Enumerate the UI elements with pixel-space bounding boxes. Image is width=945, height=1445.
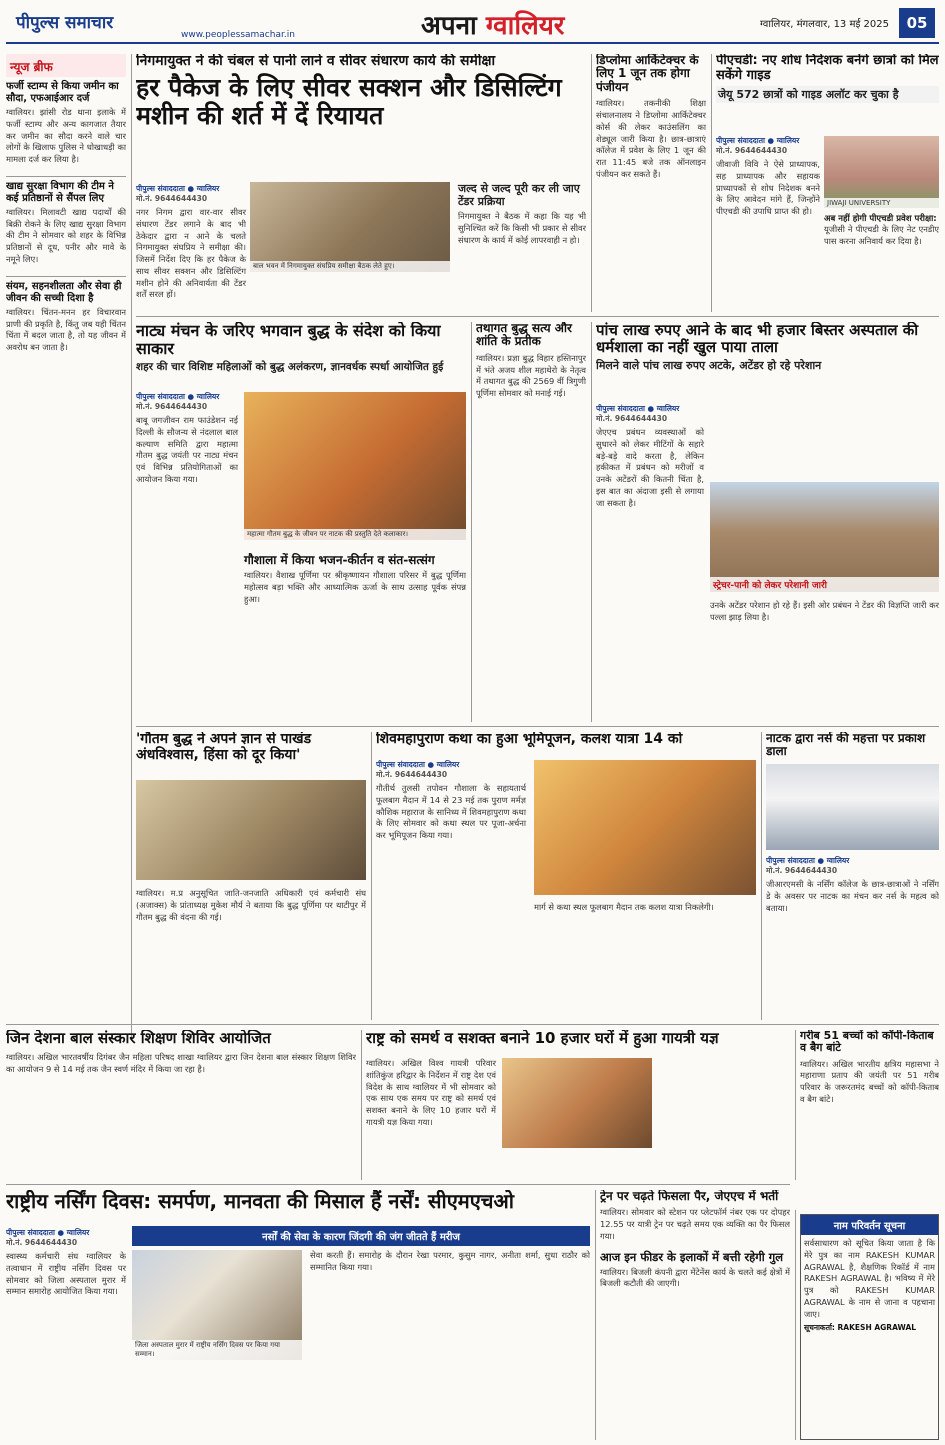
buddha-mobile: मो.नं. 9644644430 [136,402,208,411]
phd-text-2: यूजीसी ने पीएचडी के लिए नेट एनडीए पास करना अनिवार्य कर दिया है। [824,224,939,246]
shivpuran-text: गौतीर्थ तुलसी तपोवन गौशाला के सहायतार्थ फूलबाग मैदान में 14 से 23 मई तक पुराण मर्मज्ञ कौशिक महाराज के सानिध्य में शिवमहापुराण कथा के लिए सोमवार को कथा स्थल पर पूजा-अर्चना कर भूमिपूजन किया गया। [376,783,526,841]
buddha-photo-caption: महात्मा गौतम बुद्ध के जीवन पर नाटक की प्रस्तुति देते कलाकार। [244,529,466,540]
tathagat-headline: तथागत बुद्ध सत्य और शांति के प्रतीक [476,322,572,349]
copies-text: ग्वालियर। अखिल भारतीय क्षत्रिय महासभा ने महाराणा प्रताप की जयंती पर 51 गरीब परिवार के जरूरतमंद बच्चों को कॉपी-किताब व बैग बांटे। [800,1058,939,1104]
gayatri-text: ग्वालियर। अखिल विश्व गायत्री परिवार शांतिकुंज हरिद्वार के निर्देशन में राष्ट्र देश एवं विदेश के साथ ग्वालियर में भी सोमवार को एक साथ एक समय पर राष्ट्र को समर्थ एवं सशक्त बनाने के लिए 10 हजार घरों में गायत्री यज्ञ किया गया। [366,1058,496,1127]
train-headline: ट्रेन पर चढ़ते फिसला पैर, जेएएच में भर्ती [600,1190,779,1203]
shivpuran-headline: शिवमहापुराण कथा का हुआ भूमिपूजन, कलश यात्रा 14 को [376,732,683,747]
nursing-day-strip: नर्सों की सेवा के कारण जिंदगी की जंग जीतते हैं मरीज [132,1226,590,1246]
hospital-subhead: मिलने वाले पांच लाख रुपए अटके, अटेंडर हो रहे परेशान [596,358,822,372]
shivpuran-photo [534,760,756,895]
lead-text: नगर निगम द्वारा वार-वार सीवर संधारण टेंडर लगाने के बाद भी ठेकेदार द्वारा न आने के चलते निगमायुक्त संघप्रिय ने समीक्षा की। जिसमें निर्देश दिए कि हर पैकेज के साथ सीवर सक्शन और डिसिल्टिंग मशीन होने की अनिवार्यता की टेंडर शर्तें सरल हों। [136,207,246,300]
shivpuran-mobile: मो.नं. 9644644430 [376,770,448,779]
buddha-subhead: शहर की चार विशिष्ट महिलाओं को बुद्ध अलंकरण, ज्ञानवर्धक स्पर्धा आयोजित हुई [136,360,444,373]
phd-story [716,54,939,312]
news-brief-label: न्यूज ब्रीफ [10,60,53,74]
gaushala-text: ग्वालियर। वैशाख पूर्णिमा पर श्रीकृष्णायन गौशाला परिसर में बुद्ध पूर्णिमा महोत्सव बड़ा भक्ति और आध्यात्मिक ऊर्जा के साथ उत्साह पूर्वक संपन्न हुआ। [244,570,466,604]
nursing-day-byline: पीपुल्स संवाददाता ● ग्वालियर [6,1228,90,1237]
nursing-day-headline: राष्ट्रीय नर्सिंग दिवस: समर्पण, मानवता की मिसाल हैं नर्सें: सीएमएचओ [6,1190,514,1213]
buddha-headline: नाट्य मंचन के जरिए भगवान बुद्ध के संदेश को किया साकार [136,322,441,358]
nursing-day-mobile: मो.नं. 9644644430 [6,1238,78,1247]
phd-subhead: जेयू 572 छात्रों को गाइड अलॉट कर चुका है [716,86,939,103]
section-prefix: अपना [421,11,477,41]
gayatri-headline: राष्ट्र को समर्थ व सशक्त बनाने 10 हजार घरों में हुआ गायत्री यज्ञ [366,1030,719,1047]
phd-text: जीवाजी विवि ने ऐसे प्राध्यापक, सह प्राध्यापक और सहायक प्राध्यापकों से शोध निदेशक बनने के लिए आवेदन मांगे हैं, जिन्होंने पीएचडी की उपाधि प्राप्त की हो। [716,159,820,217]
notice-title: नाम परिवर्तन सूचना [801,1215,938,1235]
gautam-photo [136,780,366,880]
phd-mobile: मो.नं. 9644644430 [716,146,788,155]
brief-item [6,181,126,266]
gayatri-photo [502,1058,652,1148]
copies-story [800,1030,939,1210]
hospital-story [596,322,939,722]
buddha-photo [244,392,466,540]
hospital-text-2: उनके अटेंडर परेशान हो रहे हैं। इसी ओर प्रबंधन ने टेंडर की विज्ञप्ति जारी कर पल्ला झाड़ लिया है। [710,600,939,622]
shivpuran-byline: पीपुल्स संवाददाता ● ग्वालियर [376,760,460,769]
lead-photo [250,182,450,272]
sanskar-text: ग्वालियर। अखिल भारतवर्षीय दिगंबर जैन महिला परिषद शाखा ग्वालियर द्वारा जिन देशना बाल संस्कार शिक्षण शिविर का आयोजन 9 से 14 मई तक जैन स्वर्ण मंदिर में किया जा रहा है। [6,1051,356,1074]
nursing-day-photo-caption: जिला अस्पताल मुरार में राष्ट्रीय नर्सिंग दिवस पर किया गया सम्मान। [132,1340,302,1360]
notice-signature: सूचनाकर्ता: RAKESH AGRAWAL [804,1323,917,1333]
train-text: ग्वालियर। सोमवार को स्टेशन पर प्लेटफॉर्म नंबर एक पर दोपहर 12.55 पर यात्री ट्रेन पर चढ़ते समय एक व्यक्ति का पैर फिसल गया। [600,1207,790,1241]
power-cut-text: ग्वालियर। बिजली कंपनी द्वारा मेंटेनेंस कार्य के चलते कई क्षेत्रों में बिजली कटौती की जाएगी। [600,1266,790,1289]
gautam-text: ग्वालियर। म.प्र अनुसूचित जाति-जनजाति अधिकारी एवं कर्मचारी संघ (अजाक्स) के प्रांताध्यक्ष मुकेश मौर्य ने बताया कि बुद्ध पूर्णिमा पर थाटीपुर में गौतम बुद्ध की वंदना की गई। [136,888,366,922]
phd-headline: पीएचडी: नए शोध निदेशक बनेंगे छात्रों को मिल सकेंगे गाइड [716,54,939,83]
hospital-headline: पांच लाख रुपए आने के बाद भी हजार बिस्तर अस्पताल की धर्मशाला का नहीं खुल पाया ताला [596,322,919,356]
brief-text: ग्वालियर। झांसी रोड थाना इलाके में फर्जी स्टाम्प और अन्य कागजात तैयार कर जमीन का सौदा करने वाले चार लोगों के खिलाफ पुलिस ने धोखाधड़ी का मामला दर्ज कर लिया है। [6,107,126,165]
lead-byline: पीपुल्स संवाददाता ● ग्वालियर [136,184,220,193]
hospital-text: जेएएच प्रबंधन व्यवस्थाओं को सुधारने को लेकर मीटिंगों के सहारे बड़े-बड़े वादे करता है, लेकिन हकीकत में प्रबंधन को मरीजों व उनके अटेंडरों की कितनी चिंता है, इस बात का अंदाजा इसी से लगाया जा सकता है। [596,427,704,508]
lead-kicker: निगमायुक्त ने की चंबल से पानी लाने व सीवर संधारण कार्य की समीक्षा [136,54,496,69]
nurses-headline: नाटक द्वारा नर्स की महत्ता पर प्रकाश डाला [766,732,926,759]
tathagat-story [476,322,586,722]
nurses-mobile: मो.नं. 9644644430 [766,866,838,875]
nursing-day-story [6,1190,590,1440]
lead-photo-caption: बाल भवन में निगमायुक्त संघप्रिय समीक्षा बैठक लेते हुए। [250,261,450,272]
name-change-notice [800,1214,939,1440]
nursing-day-text-2: सेवा करती हैं। समारोह के दौरान रेखा परमार, कुसुम नागर, अनीता शर्मा, सुधा राठौर को सम्मानित किया गया। [310,1250,590,1272]
phd-photo-caption: JIWAJI UNIVERSITY [824,198,939,208]
brief-title: संयम, सहनशीलता और सेवा ही जीवन की सच्ची दिशा है [6,280,122,304]
gayatri-story [366,1030,790,1180]
lead-subhead: जल्द से जल्द पूरी कर ली जाए टेंडर प्रक्रिया [458,182,580,209]
brief-text: ग्वालियर। मिलावटी खाद्य पदार्थों की बिक्री रोकने के लिए खाद्य सुरक्षा विभाग की टीम ने सोमवार को शहर के विभिन्न प्रतिष्ठानों से दूध, पनीर और मावे के नमूने लिए। [6,206,126,265]
hospital-photo-caption: स्ट्रेचर-पानी को लेकर परेशानी जारी [710,577,939,592]
lead-story [136,54,586,312]
page-number: 05 [899,8,935,38]
brief-title: फर्जी स्टाम्प से किया जमीन का सौदा, एफआईआर दर्ज [6,81,119,104]
nurses-byline: पीपुल्स संवाददाता ● ग्वालियर [766,856,850,865]
newspaper-logo: पीपुल्स समाचार [16,13,114,33]
masthead [6,4,939,44]
lead-headline: हर पैकेज के लिए सीवर सक्शन और डिसिल्टिंग मशीन की शर्त में दें रियायत [136,72,562,130]
issue-date: ग्वालियर, मंगलवार, 13 मई 2025 [760,19,889,30]
brief-text: ग्वालियर। चिंतन-मनन हर विचारवान प्राणी की प्रकृति है, किंतु जब यही चिंतन चिंता में बदल जाता है, तो यह जीवन में अवरोध बन जाता है। [6,306,126,353]
lead-mobile: मो.नं. 9644644430 [136,194,208,203]
brief-item [6,281,126,354]
nurses-text: जीआरएमसी के नर्सिंग कॉलेज के छात्र-छात्राओं ने नर्सिंग डे के अवसर पर नाटक का मंचन कर नर्स के महत्व को बताया। [766,879,939,913]
train-story [600,1190,790,1440]
phd-subhead-2: अब नहीं होगी पीएचडी प्रवेश परीक्षा: [824,214,937,224]
nurses-drama-story [766,732,939,1020]
gautam-story [136,732,366,1020]
phd-photo [824,136,939,208]
lead-text-2: निगमायुक्त ने बैठक में कहा कि यह भी सुनिश्चित करें कि किसी भी प्रकार से सीवर संधारण के कार्य में कोई लापरवाही न हो। [458,211,586,245]
hospital-byline: पीपुल्स संवाददाता ● ग्वालियर [596,404,680,413]
section-accent: ग्वालियर [485,11,565,41]
section-title [421,6,564,42]
gautam-headline: 'गौतम बुद्ध ने अपने ज्ञान से पाखंड अंधविश्वास, हिंसा को दूर किया' [136,732,312,763]
phd-byline: पीपुल्स संवाददाता ● ग्वालियर [716,136,800,145]
news-brief-column [6,54,126,1039]
hospital-mobile: मो.नं. 9644644430 [596,414,668,423]
diploma-story [596,54,706,312]
brief-title: खाद्य सुरक्षा विभाग की टीम ने कई प्रतिष्ठानों से सैंपल लिए [6,180,114,204]
power-cut-headline: आज इन फीडर के इलाकों में बत्ती रहेगी गुल [600,1249,784,1264]
gaushala-headline: गौशाला में किया भजन-कीर्तन व संत-सत्संग [244,553,435,567]
diploma-headline: डिप्लोमा आर्किटेक्चर के लिए 1 जून तक होगा पंजीयन [596,54,699,94]
buddha-byline: पीपुल्स संवाददाता ● ग्वालियर [136,392,220,401]
diploma-text: ग्वालियर। तकनीकी शिक्षा संचालनालय ने डिप्लोमा आर्किटेक्चर कोर्स की लेकर काउंसलिंग का शेड्यूल जारी किया है। छात्र-छात्राएं कॉलेज में प्रवेश के लिए 1 जून की रात 11:45 बजे तक ऑनलाइन पंजीयन कर सकते हैं। [596,98,706,179]
buddha-text: बाबू जगजीवन राम फाउंडेशन नई दिल्ली के सौजन्य से नंदलाल बाल कल्याण समिति द्वारा महात्मा गौतम बुद्ध जयंती पर नाट्य मंचन एवं विभिन्न प्रतियोगिताओं का आयोजन किया गया। [136,415,238,484]
sanskar-headline: जिन देशना बाल संस्कार शिक्षण शिविर आयोजित [6,1030,271,1047]
newspaper-url[interactable]: www.peoplessamachar.in [181,30,295,40]
notice-text: सर्वसाधारण को सूचित किया जाता है कि मेरे पुत्र का नाम RAKESH KUMAR AGRAWAL है, शैक्षणिक रिकॉर्ड में नाम RAKESH AGRAWAL है। भविष्य में मेरे पुत्र को RAKESH KUMAR AGRAWAL के नाम से जाना व पहचाना जाए। [804,1238,935,1319]
brief-item [6,81,126,166]
tathagat-text: ग्वालियर। प्रज्ञा बुद्ध विहार हस्तिनापुर में भंते अजय शील महाथेरो के नेतृत्व में तथागत बुद्ध की 2569 वीं त्रिगुणी पूर्णिमा सोमवार को मनाई गई। [476,352,586,399]
hospital-photo [710,482,939,592]
copies-headline: गरीब 51 बच्चों को कॉपी-किताब व बैग बांटे [800,1030,934,1055]
shivpuran-story [376,732,756,1020]
nursing-day-text: स्वास्थ्य कर्मचारी संघ ग्वालियर के तत्वाधान में राष्ट्रीय नर्सिंग दिवस पर सोमवार को जिला अस्पताल मुरार में सम्मान समारोह आयोजित किया गया। [6,1251,126,1297]
sanskar-story [6,1030,356,1180]
buddha-drama-story [136,322,466,722]
nurses-photo [766,764,939,850]
shivpuran-text-2: मार्ग से कथा स्थल फूलबाग मैदान तक कलश यात्रा निकलेगी। [534,902,714,912]
nursing-day-photo [132,1250,302,1360]
